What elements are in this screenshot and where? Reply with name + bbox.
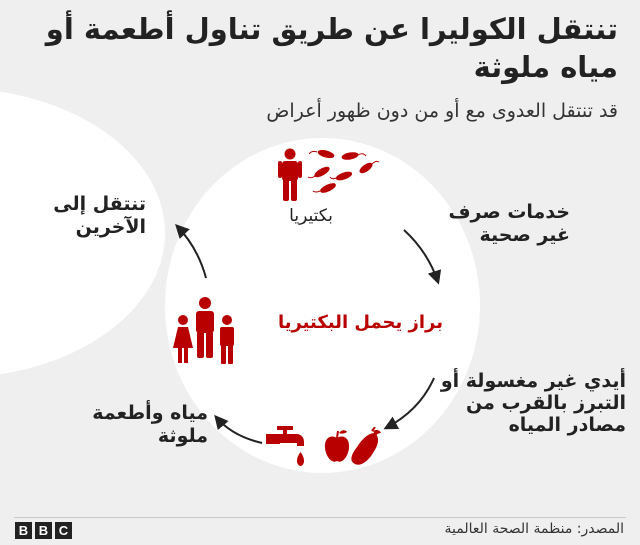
water-food-label: مياه وأطعمة ملوثة bbox=[92, 402, 208, 447]
spread-label: تنتقل إلى الآخرين bbox=[53, 193, 146, 238]
sewage-label: خدمات صرف غير صحية bbox=[448, 201, 570, 246]
bacteria-label: بكتيريا bbox=[289, 206, 333, 226]
apple-icon bbox=[323, 428, 351, 464]
page-subtitle: قد تنتقل العدوى مع أو من دون ظهور أعراض bbox=[266, 100, 618, 122]
arrow-people-to-spread bbox=[177, 226, 206, 278]
bacteria-icon bbox=[306, 146, 381, 196]
logo-letter: C bbox=[55, 522, 72, 539]
footer-divider bbox=[14, 517, 626, 518]
logo-letter: B bbox=[35, 522, 52, 539]
tap-icon bbox=[266, 426, 310, 468]
people-group-icon bbox=[172, 296, 238, 366]
footer bbox=[0, 519, 640, 545]
arrow-food-to-water-label bbox=[216, 417, 262, 443]
page-title: تنتقل الكوليرا عن طريق تناول أطعمة أو مياه ملوثة bbox=[45, 12, 618, 84]
bbc-logo bbox=[15, 522, 72, 539]
logo-letter: B bbox=[15, 522, 32, 539]
feces-label: براز يحمل البكتيريا bbox=[277, 312, 443, 333]
eggplant-icon bbox=[345, 427, 385, 467]
hands-label: أيدي غير مغسولة أو التبرز بالقرب من مصادر المياه bbox=[440, 370, 626, 436]
person-icon bbox=[277, 148, 303, 202]
source-note: المصدر: منظمة الصحة العالمية bbox=[444, 521, 624, 537]
